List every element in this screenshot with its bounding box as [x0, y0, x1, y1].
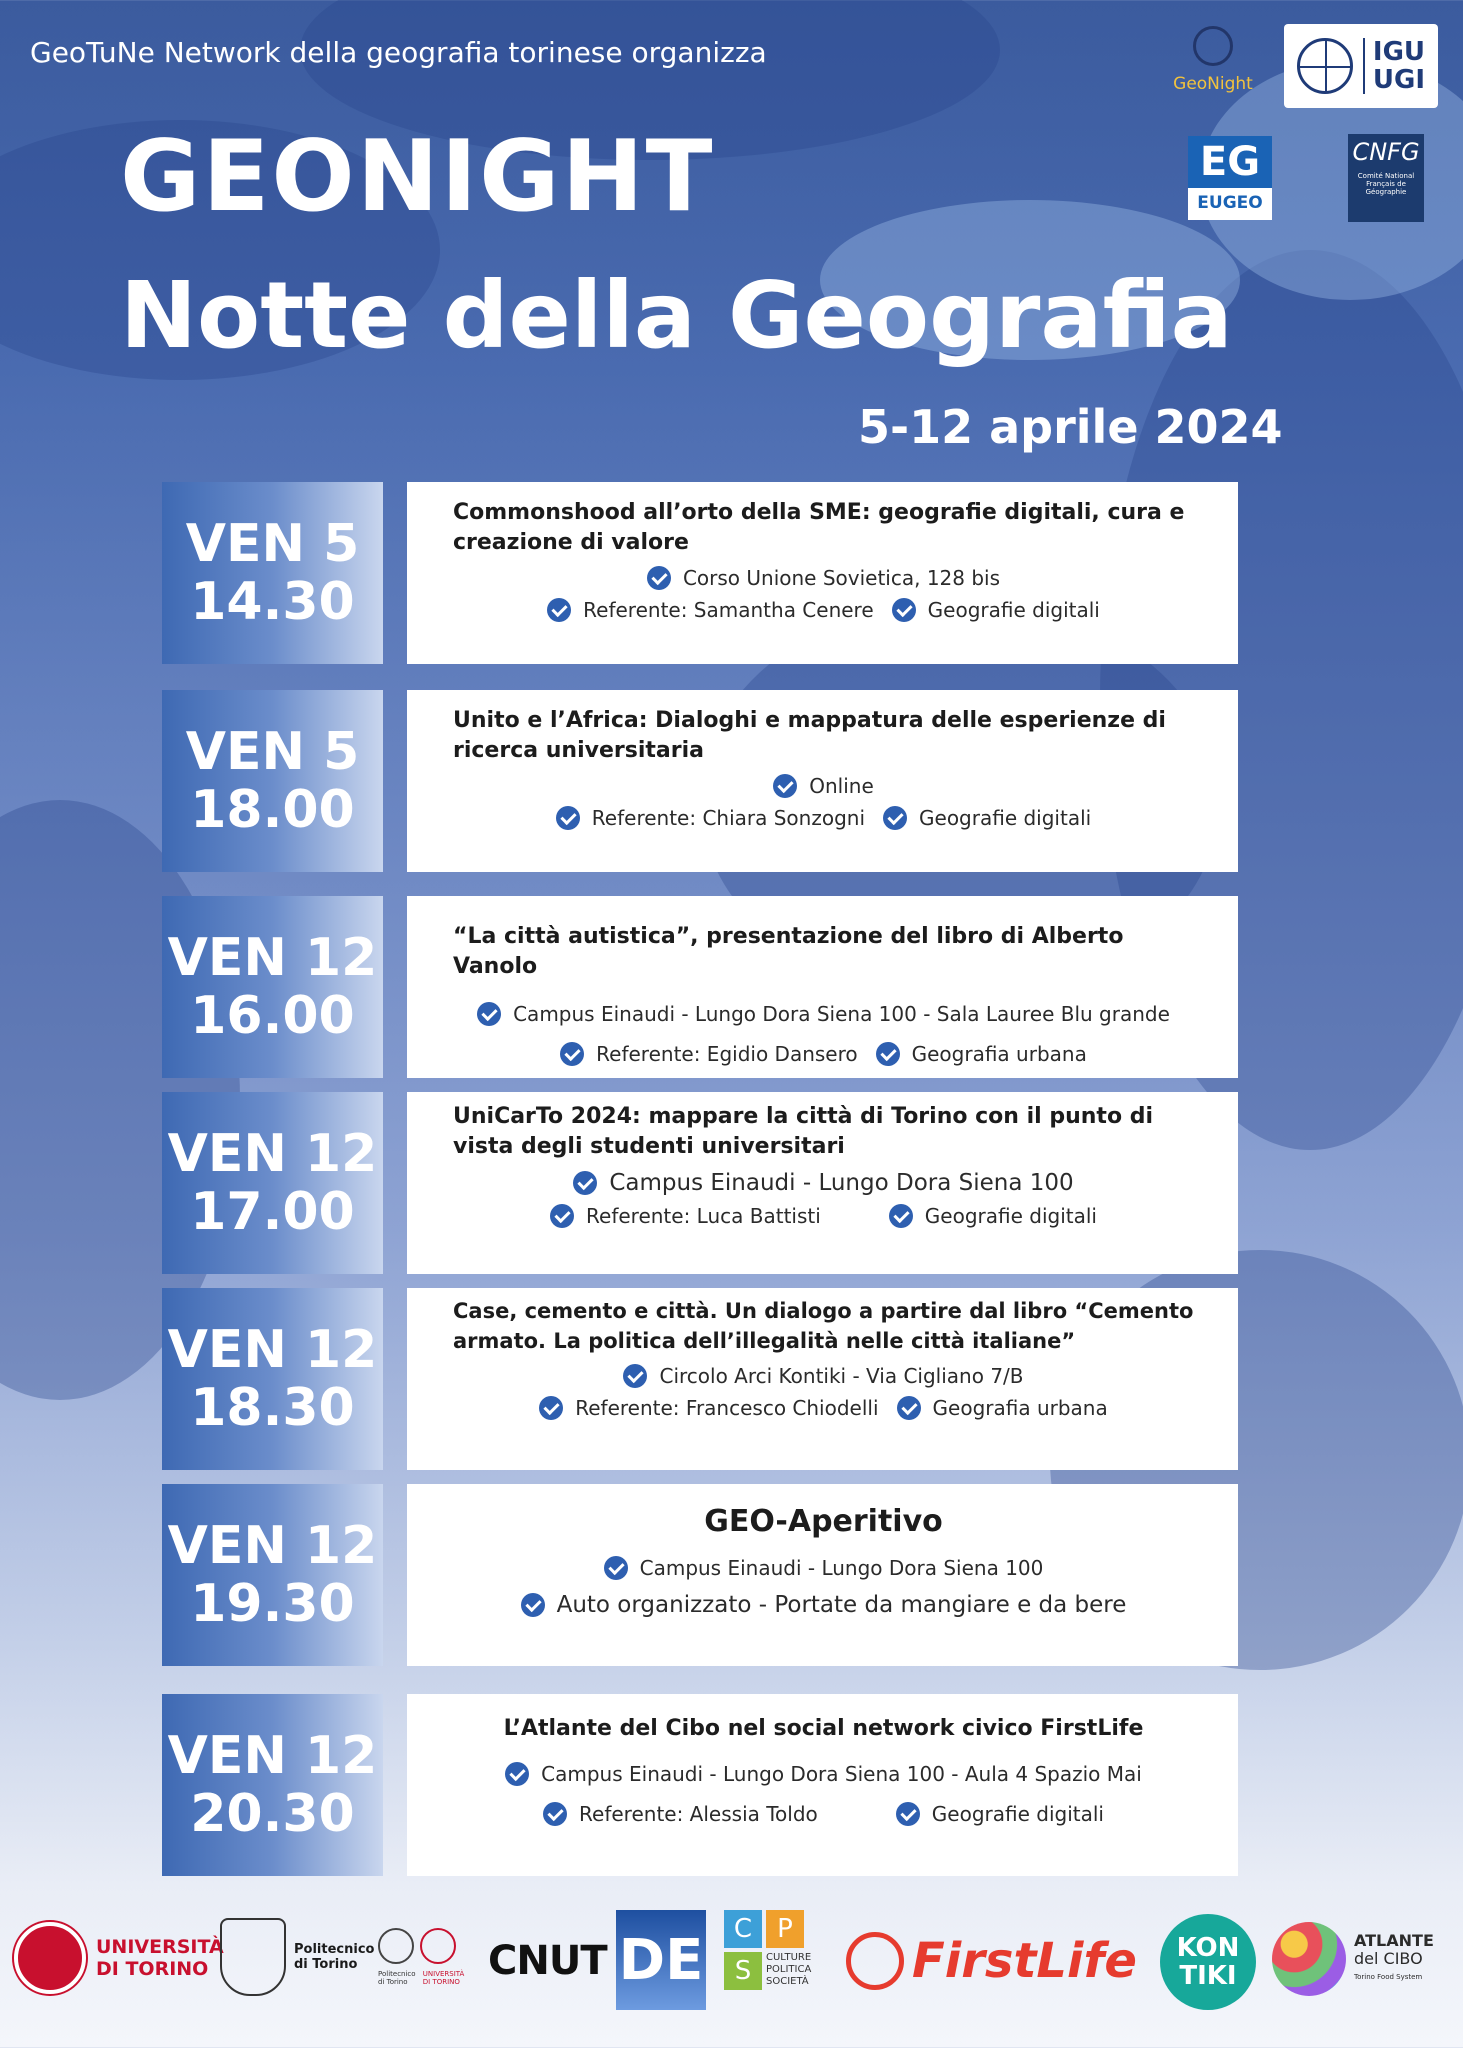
check-icon [896, 1802, 920, 1826]
polito-crest-icon [220, 1918, 286, 1996]
event-referent: Referente: Samantha Cenere [583, 598, 874, 622]
check-icon [876, 1042, 900, 1066]
firstlife-icon [846, 1932, 904, 1990]
page-subtitle: Notte della Geografia [120, 262, 1233, 369]
event-date-box [162, 1694, 383, 1876]
igu-logo-text: IGU UGI [1363, 38, 1425, 94]
event-time: 19.30 [190, 1574, 355, 1634]
organizer-line: GeoTuNe Network della geografia torinese organizza [30, 36, 767, 69]
event-date-box [162, 896, 383, 1078]
event-date-box [162, 482, 383, 664]
event-title: Case, cemento e città. Un dialogo a partire dal libro “Cemento armato. La politica dell’illegalità nelle città italiane” [453, 1299, 1194, 1353]
event-title: L’Atlante del Cibo nel social network civico FirstLife [503, 1716, 1144, 1741]
joint-logo: Politecnico di Torino UNIVERSITÀ DI TORINO [378, 1928, 468, 1986]
atlante-cibo-logo: ATLANTE del CIBO Torino Food System [1272, 1922, 1434, 1996]
event-row [162, 1288, 1238, 1470]
geonight-logo-text: GeoNight [1173, 74, 1253, 94]
event-topic: Geografie digitali [919, 806, 1092, 830]
event-row [162, 896, 1238, 1078]
check-icon [773, 774, 797, 798]
event-card [407, 1694, 1238, 1876]
event-date-box [162, 1484, 383, 1666]
geonight-logo [1168, 26, 1258, 108]
cps-logo: C P S CULTURE POLITICA SOCIETÀ [724, 1910, 804, 1990]
event-row [162, 1092, 1238, 1274]
event-title: Commonshood all’orto della SME: geografie digitali, cura e creazione di valore [453, 500, 1185, 555]
page-title: GEONIGHT [120, 120, 715, 234]
unito-seal-icon [14, 1922, 86, 1994]
event-row [162, 482, 1238, 664]
event-date-box [162, 690, 383, 872]
eugeo-mark: EG [1188, 136, 1272, 188]
polito-logo: Politecnico di Torino [220, 1918, 374, 1996]
event-referent: Referente: Francesco Chiodelli [575, 1396, 879, 1420]
event-topic: Geografie digitali [927, 598, 1100, 622]
eugeo-text: EUGEO [1197, 193, 1263, 213]
event-card [407, 896, 1238, 1078]
event-date-box [162, 1288, 383, 1470]
event-card [407, 1092, 1238, 1274]
event-day: VEN 12 [167, 1320, 378, 1380]
de-logo: DE [616, 1910, 706, 2010]
event-day: VEN 5 [185, 514, 360, 574]
event-row [162, 1694, 1238, 1876]
event-day: VEN 12 [167, 928, 378, 988]
event-day: VEN 12 [167, 1726, 378, 1786]
event-card [407, 1484, 1238, 1666]
check-icon [550, 1204, 574, 1228]
event-row [162, 1484, 1238, 1666]
check-icon [573, 1171, 597, 1195]
event-row [162, 690, 1238, 872]
event-topic: Geografia urbana [932, 1396, 1108, 1420]
event-referent: Referente: Alessia Toldo [579, 1802, 818, 1826]
event-time: 18.00 [190, 780, 355, 840]
event-title: “La città autistica”, presentazione del libro di Alberto Vanolo [453, 924, 1124, 979]
event-time: 16.00 [190, 986, 355, 1046]
cnfg-mark: CNFG [1352, 138, 1420, 166]
event-card [407, 690, 1238, 872]
event-day: VEN 12 [167, 1124, 378, 1184]
cnut-logo: CNUT [488, 1938, 607, 1984]
eugeo-logo [1188, 136, 1272, 220]
event-topic: Geografie digitali [931, 1802, 1104, 1826]
event-location: Campus Einaudi - Lungo Dora Siena 100 - Aula 4 Spazio Mai [541, 1762, 1142, 1786]
event-topic: Geografie digitali [924, 1204, 1097, 1228]
event-referent: Referente: Luca Battisti [586, 1204, 821, 1228]
check-icon [539, 1396, 563, 1420]
event-dates: 5-12 aprile 2024 [858, 400, 1283, 454]
check-icon [623, 1364, 647, 1388]
event-location: Campus Einaudi - Lungo Dora Siena 100 [639, 1556, 1044, 1580]
event-title: Unito e l’Africa: Dialoghi e mappatura delle esperienze di ricerca universitaria [453, 708, 1166, 763]
check-icon [521, 1593, 545, 1617]
event-topic: Geografia urbana [911, 1042, 1087, 1066]
firstlife-logo: FirstLife [846, 1932, 1137, 1990]
event-location: Online [809, 774, 874, 798]
event-location: Campus Einaudi - Lungo Dora Siena 100 - Sala Lauree Blu grande [513, 1002, 1170, 1026]
event-note: Auto organizzato - Portate da mangiare e da bere [556, 1592, 1127, 1618]
globe-icon [1193, 26, 1233, 66]
event-location: Circolo Arci Kontiki - Via Cigliano 7/B [659, 1364, 1024, 1388]
event-time: 18.30 [190, 1378, 355, 1438]
event-date-box [162, 1092, 383, 1274]
event-title: UniCarTo 2024: mappare la città di Torino con il punto di vista degli studenti universitari [453, 1104, 1154, 1159]
check-icon [883, 806, 907, 830]
cnfg-text: Comité National Français de Géographie [1357, 172, 1415, 196]
event-time: 20.30 [190, 1784, 355, 1844]
event-time: 17.00 [190, 1182, 355, 1242]
check-icon [477, 1002, 501, 1026]
event-card [407, 482, 1238, 664]
igu-logo [1284, 24, 1438, 108]
atlante-cibo-icon [1272, 1922, 1346, 1996]
check-icon [604, 1556, 628, 1580]
check-icon [556, 806, 580, 830]
event-card [407, 1288, 1238, 1470]
event-day: VEN 12 [167, 1516, 378, 1576]
kontiki-logo: KON TIKI [1160, 1914, 1256, 2010]
sponsor-logos [0, 1890, 1463, 2030]
event-location: Corso Unione Sovietica, 128 bis [682, 566, 1001, 590]
event-location: Campus Einaudi - Lungo Dora Siena 100 [609, 1170, 1074, 1196]
event-time: 14.30 [190, 572, 355, 632]
event-day: VEN 5 [185, 722, 360, 782]
event-referent: Referente: Egidio Dansero [596, 1042, 858, 1066]
globe-icon [1297, 38, 1353, 94]
check-icon [560, 1042, 584, 1066]
check-icon [543, 1802, 567, 1826]
unito-seal-icon [420, 1928, 456, 1964]
event-referent: Referente: Chiara Sonzogni [591, 806, 866, 830]
cnfg-logo [1348, 134, 1424, 222]
check-icon [505, 1762, 529, 1786]
check-icon [547, 598, 571, 622]
unito-logo: UNIVERSITÀ DI TORINO [14, 1922, 224, 1994]
check-icon [647, 566, 671, 590]
event-title: GEO-Aperitivo [704, 1504, 943, 1539]
check-icon [889, 1204, 913, 1228]
check-icon [892, 598, 916, 622]
polito-seal-icon [378, 1928, 414, 1964]
check-icon [897, 1396, 921, 1420]
